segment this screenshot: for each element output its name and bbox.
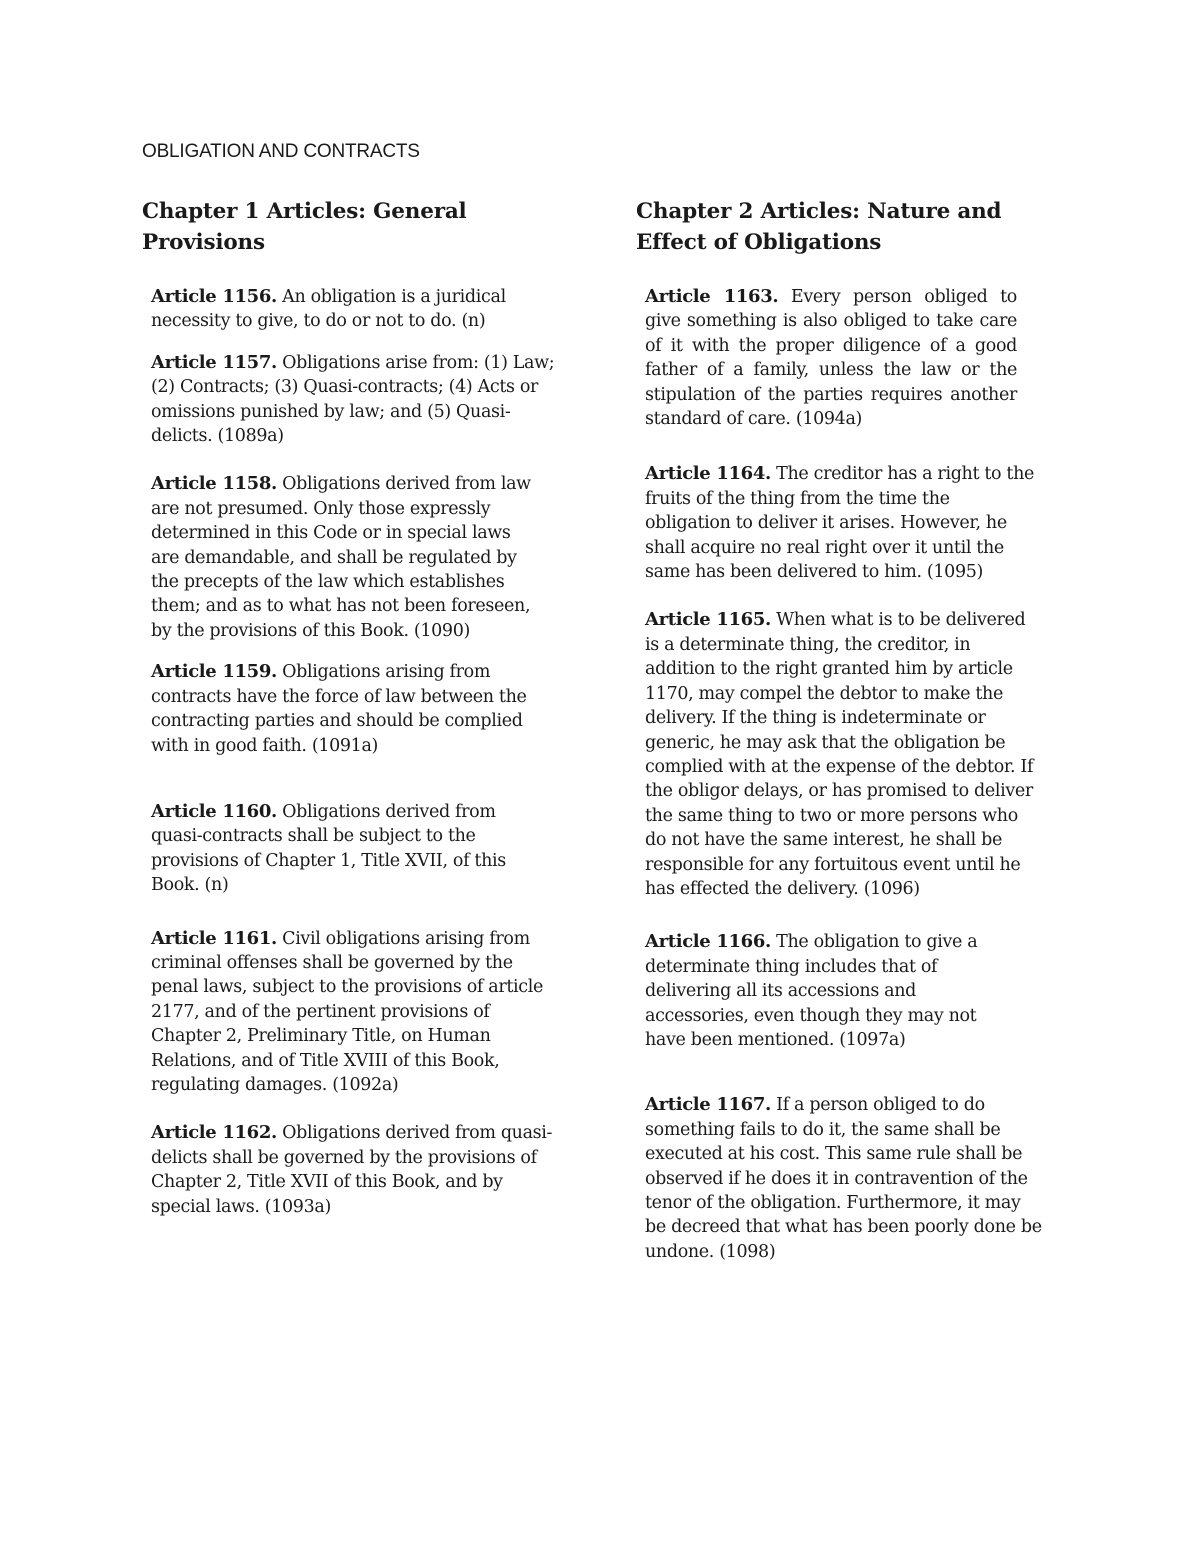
article-1163 [645, 285, 1017, 431]
document-title: OBLIGATION AND CONTRACTS [142, 141, 420, 162]
article-text: The creditor has a right to the fruits of the thing from the time the obligation to deliver it arises. However, he shall acquire no real right over it until the same has been delivered to him. (1095) [645, 464, 1035, 583]
article-1157 [151, 351, 556, 449]
article-number: Article 1158. [151, 473, 277, 495]
article-text: Obligations arising from contracts have the force of law between the contracting parties and should be complied with in good faith. (1091a) [151, 662, 527, 756]
chapter-2-heading: Chapter 2 Articles: Nature and Effect of Obligations [636, 199, 1002, 255]
article-1161 [151, 927, 556, 1098]
article-text: If a person obliged to do something fails to do it, the same shall be executed at his cost. This same rule shall be observed if he does it in contravention of the tenor of the obligation. Furthermore, it may be decreed that what has been poorly done be undone. (1098) [645, 1095, 1042, 1262]
article-1159 [151, 660, 541, 758]
article-number: Article 1160. [151, 800, 277, 822]
article-1164 [645, 462, 1037, 584]
article-number: Article 1163. [645, 286, 779, 307]
article-number: Article 1157. [151, 351, 277, 373]
article-number: Article 1166. [645, 931, 771, 953]
article-text: Every person obliged to give something is also obliged to take care of it with the proper diligence of a good father of a family, unless the law or the stipulation of the parties requires another standard of care. (1094a) [645, 287, 1017, 430]
article-text: Obligations derived from quasi-delicts shall be governed by the provisions of Chapter 2, Title XVII of this Book, and by special laws. (1093a) [151, 1123, 553, 1217]
chapter-1-column [142, 196, 562, 1219]
article-text: Civil obligations arising from criminal offenses shall be governed by the penal laws, subject to the provisions of article 2177, and of the pertinent provisions of Chapter 2, Preliminary Title, on Human Relations, and of Title XVIII of this Book, regulating damages. (1092a) [151, 928, 543, 1095]
article-text: The obligation to give a determinate thing includes that of delivering all its accessions and accessories, even though they may not have been mentioned. (1097a) [645, 932, 978, 1050]
article-1167 [645, 1093, 1045, 1264]
article-number: Article 1164. [645, 463, 771, 485]
article-text: Obligations arise from: (1) Law; (2) Contracts; (3) Quasi-contracts; (4) Acts or omissions punished by law; and (5) Quasi-delicts. (1089a) [151, 352, 555, 447]
article-text: Obligations derived from quasi-contracts shall be subject to the provisions of Chapter 1, Title XVII, of this Book. (n) [151, 801, 506, 896]
article-number: Article 1159. [151, 661, 277, 683]
article-1156 [151, 285, 556, 334]
article-text: Obligations derived from law are not presumed. Only those expressly determined in this Code or in special laws are demandable, and shall be regulated by the precepts of the law which establishes them; and as to what has not been foreseen, by the provisions of this Book. (1090) [151, 474, 531, 641]
article-1162 [151, 1121, 556, 1219]
article-1160 [151, 800, 541, 898]
article-text: When what is to be delivered is a determinate thing, the creditor, in addition to the right granted him by article 1170, may compel the debtor to make the delivery. If the thing is indeterminate or generic, he may ask that the obligation be complied with at the expense of the debtor. If the obligor delays, or has promised to deliver the same thing to two or more persons who do not have the same interest, he shall be responsible for any fortuitous event until he has effected the delivery. (1096) [645, 610, 1034, 899]
article-1165 [645, 608, 1037, 901]
article-number: Article 1156. [151, 286, 277, 307]
chapter-2-column [636, 196, 1056, 1264]
article-1166 [645, 930, 1020, 1052]
chapter-1-heading: Chapter 1 Articles: General Provisions [142, 199, 467, 255]
article-text: An obligation is a juridical necessity to give, to do or not to do. (n) [151, 287, 506, 332]
article-number: Article 1167. [645, 1094, 771, 1116]
article-number: Article 1165. [645, 609, 771, 631]
article-1158 [151, 472, 541, 643]
article-number: Article 1161. [151, 927, 277, 949]
article-number: Article 1162. [151, 1122, 277, 1144]
